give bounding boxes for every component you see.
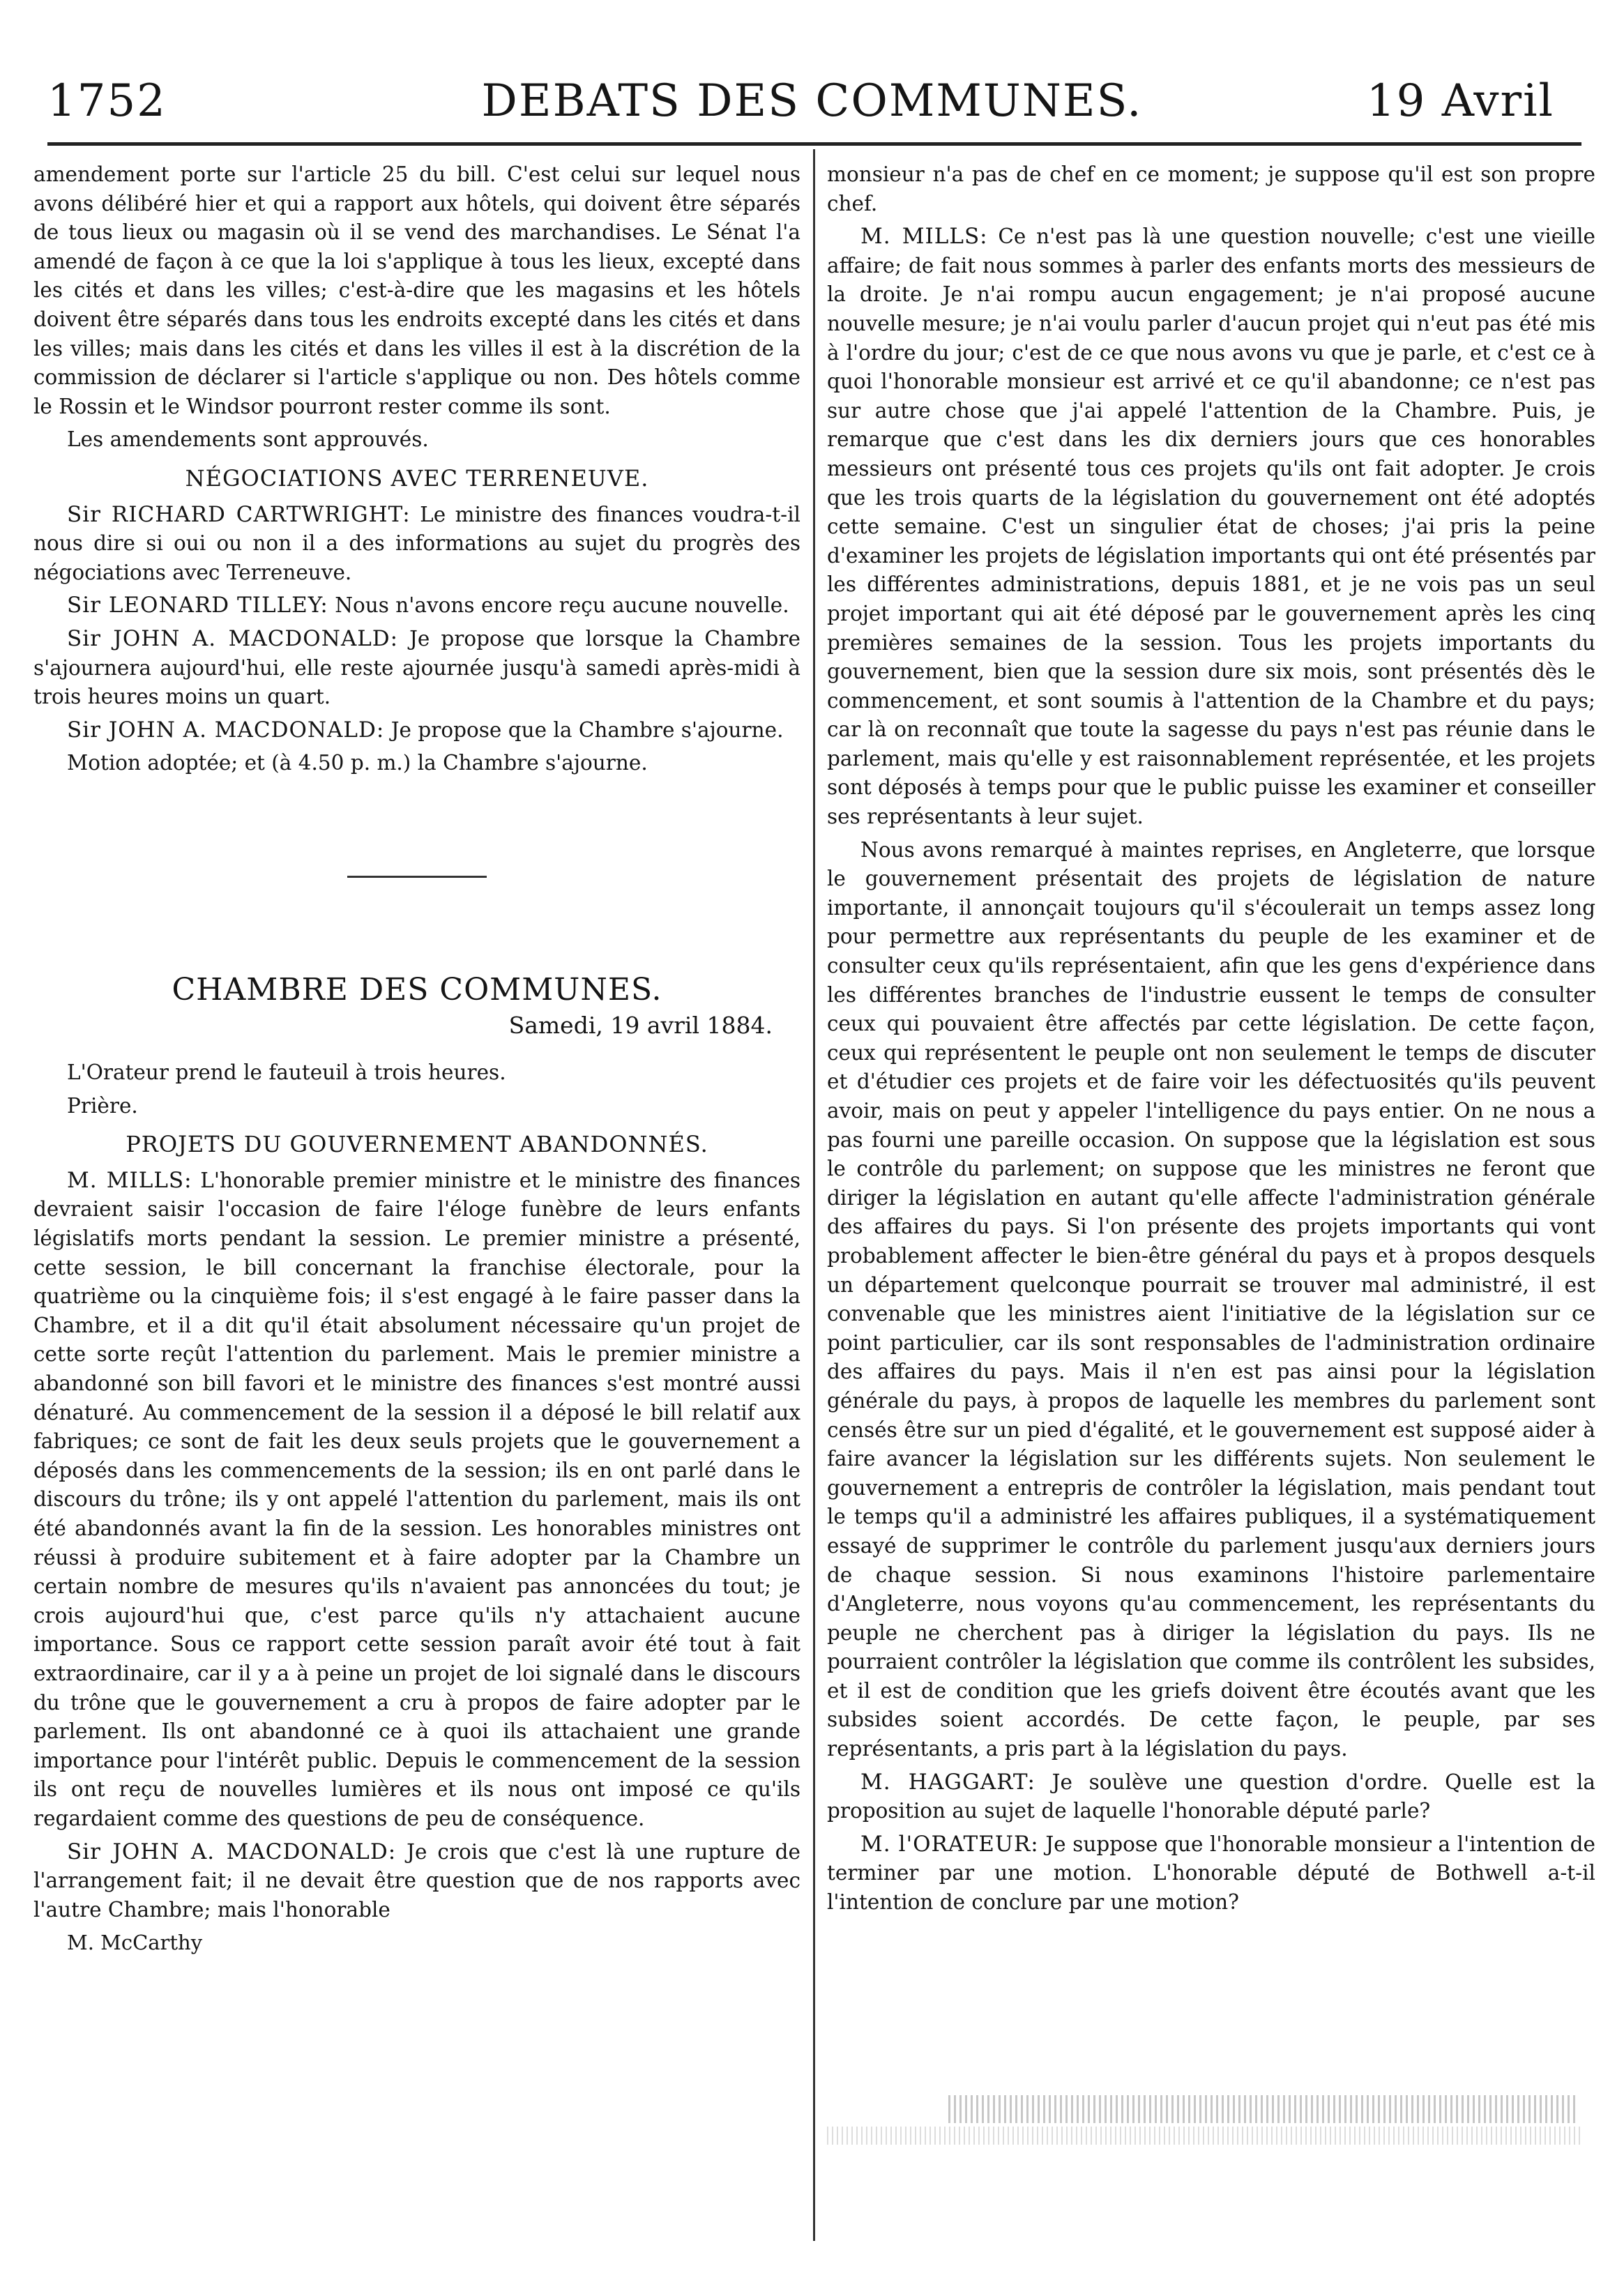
speech-text: Nous n'avons encore reçu aucune nouvelle. xyxy=(335,593,789,618)
speech-text: Je suppose que l'honorable monsieur a l'intention de terminer par une motion. L'honorable député de Bothwell a-t-il l'intention de conclure par une motion? xyxy=(827,1832,1595,1915)
speech-text: L'honorable premier ministre et le ministre des finances devraient saisir l'occasion de faire l'éloge funèbre de leurs enfants législatifs morts pendant la session. Le premier ministre a présenté, cette session, le bill concernant la franchise électorale, pour la quatrième ou la cinquième fois; il s'est engagé à le faire passer dans la Chambre, et il a dit qu'il était absolument nécessaire qu'un projet de cette sorte reçût l'attention du parlement. Mais le premier ministre a abandonné son bill favori et le ministre des finances s'est montré aussi dénaturé. Au commencement de la session il a déposé le bill relatif aux fabriques; ce sont de fait les deux seuls projets que le gouvernement a déposés dans les commencements de la session; ils en ont parlé dans le discours du trône; ils y ont appelé l'attention du parlement, mais ils ont été abandonnés avant la fin de la session. Les honorables ministres ont réussi à produire subitement et à faire adopter par la Chambre un certain nombre de mesures qu'ils n'avaient pas annoncées du tout; je crois aujourd'hui que, c'est parce qu'ils n'y attachaient aucune importance. Sous ce rapport cette session paraît avoir été tout à fait extraordinaire, car il y a à peine un projet de loi signalé dans le discours du trône que le gouvernement a cru à propos de faire adopter par le parlement. Ils ont abandonné ce à quoi ils attachaient une grande importance pour l'intérêt public. Depuis le commencement de la session ils ont reçu de nouvelles lumières et ils nous ont imposé ce qu'ils regardaient comme des questions de peu de conséquence. xyxy=(33,1168,800,1830)
speech-text: Je soulève une question d'ordre. Quelle est la proposition au sujet de laquelle l'honorable député parle? xyxy=(827,1770,1595,1823)
paragraph: amendement porte sur l'article 25 du bill. C'est celui sur lequel nous avons délibéré hier et qui a rapport aux hôtels, qui doivent être séparés de tous lieux ou magasin où il se vend des marchandises. Le Sénat l'a amendé de façon à ce que la loi s'applique à tous les lieux, excepté dans les cités et dans les villes; c'est-à-dire que les magasins et les hôtels doivent être séparés dans tous les endroits excepté dans les cités et dans les villes; mais dans les cités et dans les villes il est à la discrétion de la commission de déclarer si l'article s'applique ou non. Des hôtels comme le Rossin et le Windsor pourront rester comme ils sont. xyxy=(33,162,800,418)
speech xyxy=(827,222,1595,831)
print-smudge xyxy=(948,2095,1576,2123)
speech-text: Je crois que c'est là une rupture de l'arrangement fait; il ne devait être question que de nos rapports avec l'autre Chambre; mais l'honorable xyxy=(33,1839,800,1922)
page-number: 1752 xyxy=(47,75,167,127)
speech xyxy=(33,1166,800,1834)
speech xyxy=(33,591,800,621)
speaker-name: Sir RICHARD CARTWRIGHT: xyxy=(67,501,411,527)
speech xyxy=(33,1838,800,1925)
speaker-name: M. MILLS: xyxy=(67,1167,192,1193)
column-divider xyxy=(813,149,815,2241)
speech xyxy=(33,501,800,588)
section-heading: NÉGOCIATIONS AVEC TERRENEUVE. xyxy=(185,464,649,492)
speech xyxy=(827,1830,1595,1917)
header-date: 19 Avril xyxy=(1366,75,1554,127)
speaker-name: Sir JOHN A. MACDONALD: xyxy=(67,717,385,743)
left-column xyxy=(33,160,800,1958)
signature-line: M. McCarthy xyxy=(67,1931,203,1955)
speaker-name: M. HAGGART: xyxy=(860,1769,1035,1795)
right-column xyxy=(827,160,1595,1922)
speech xyxy=(827,1768,1595,1826)
paragraph: Prière. xyxy=(67,1093,138,1118)
paragraph: Nous avons remarqué à maintes reprises, en Angleterre, que lorsque le gouvernement présentait des projets de législation de nature importante, il annonçait toujours qu'il s'écoulerait un temps assez long pour permettre aux représentants du peuple de les examiner et de consulter ceux qu'ils représentaient, afin que les gens d'expérience dans les différentes branches de l'industrie eussent le temps de consulter ceux qui pouvaient être affectés par cette législation. De cette façon, ceux qui représentent le peuple ont non seulement le temps de discuter et d'étudier ces projets et de faire voir les défectuosités qu'ils peuvent avoir, mais on peut y appeler l'intelligence du pays entier. On ne nous a pas fourni une pareille occasion. On suppose que la législation est sous le contrôle du parlement; on suppose que les ministres ne feront que diriger la législation en autant qu'elle affecte l'administration générale des affaires du pays. Si l'on présente des projets importants qui vont probablement affecter le bien-être général du pays et à propos desquels un département quelconque pourrait se trouver mal administré, il est convenable que les ministres aient l'initiative de la législation sur ce point particulier, car ils sont responsables de l'administration ordinaire des affaires du pays. Mais il n'en est pas ainsi pour la législation générale du pays, à propos de laquelle les membres du parlement sont censés être sur un pied d'égalité, et le gouvernement est supposé aider à faire avancer la législation sur les différents sujets. Non seulement le gouvernement a entrepris de contrôler la législation, mais pendant tout le temps qu'il a administré les affaires publiques, il a systématiquement essayé de supprimer le contrôle du parlement jusqu'aux derniers jours de chaque session. Si nous examinons l'histoire parlementaire d'Angleterre, nous voyons qu'au commencement, les représentants du peuple ne cherchent pas à diriger la législation du pays. Ils ne pourraient contrôler la législation que comme ils contrôlent les subsides, et il est de condition que les griefs doivent être écoutés avant que les subsides soient accordés. De cette façon, le peuple, par ses représentants, a pris part à la législation du pays. xyxy=(827,837,1595,1761)
speaker-name: M. MILLS: xyxy=(860,224,988,250)
paragraph: Motion adoptée; et (à 4.50 p. m.) la Chambre s'ajourne. xyxy=(67,751,648,775)
chamber-title: CHAMBRE DES COMMUNES. xyxy=(172,971,662,1008)
speech-text: Je propose que lorsque la Chambre s'ajournera aujourd'hui, elle reste ajournée jusqu'à samedi après-midi à trois heures moins un quart. xyxy=(33,626,800,709)
section-separator xyxy=(347,876,487,878)
dateline: Samedi, 19 avril 1884. xyxy=(508,1012,773,1040)
print-smudge xyxy=(827,2127,1580,2145)
speaker-name: Sir JOHN A. MACDONALD: xyxy=(67,1839,397,1864)
paragraph: monsieur n'a pas de chef en ce moment; je suppose qu'il est son propre chef. xyxy=(827,162,1595,215)
speaker-name: Sir LEONARD TILLEY: xyxy=(67,593,328,618)
speech xyxy=(33,625,800,712)
header-rule xyxy=(47,142,1581,146)
section-heading: PROJETS DU GOUVERNEMENT ABANDONNÉS. xyxy=(126,1131,708,1158)
speech xyxy=(33,716,800,745)
speaker-name: M. l'ORATEUR: xyxy=(860,1831,1039,1857)
page-title: DEBATS DES COMMUNES. xyxy=(481,75,1143,127)
speech-text: Ce n'est pas là une question nouvelle; c'est une vieille affaire; de fait nous sommes à parler des enfants morts des messieurs de la droite. Je n'ai rompu aucun engagement; je n'ai proposé aucune nouvelle mesure; je n'ai voulu parler d'aucun projet qui n'eut pas été mis à l'ordre du jour; c'est de ce que nous avons vu que je parle, et c'est ce à quoi l'honorable monsieur est arrivé et ce qu'il abandonne; ce n'est pas sur autre chose que j'ai appelé l'attention de la Chambre. Puis, je remarque que c'est dans les dix derniers jours que ces honorables messieurs ont présenté tous ces projets qu'ils ont fait adopter. Je crois que les trois quarts de la législation du gouvernement ont été adoptés cette semaine. C'est un singulier état de choses; j'ai pris la peine d'examiner les projets de législation importants qui ont été présentés par les différentes administrations, depuis 1881, et je ne vois pas un seul projet important qui ait été déposé par le gouvernement après les cinq premières semaines de la session. Tous les projets importants du gouvernement, bien que la session dure six mois, sont présentés dès le commencement, et sont soumis à l'attention de la Chambre et du pays; car là on reconnaît que toute la sagesse du pays n'est pas réunie dans le parlement, mais qu'elle y est raisonnablement représentée, et les projets sont déposés à temps pour que le public puisse les examiner et conseiller ses représentants à leur sujet. xyxy=(827,225,1595,829)
paragraph: L'Orateur prend le fauteuil à trois heures. xyxy=(67,1060,506,1085)
speech-text: Le ministre des finances voudra-t-il nous dire si oui ou non il a des informations au sujet du progrès des négociations avec Terreneuve. xyxy=(33,502,800,584)
paragraph: Les amendements sont approuvés. xyxy=(67,427,429,452)
speaker-name: Sir JOHN A. MACDONALD: xyxy=(67,625,399,651)
speech-text: Je propose que la Chambre s'ajourne. xyxy=(390,717,784,742)
